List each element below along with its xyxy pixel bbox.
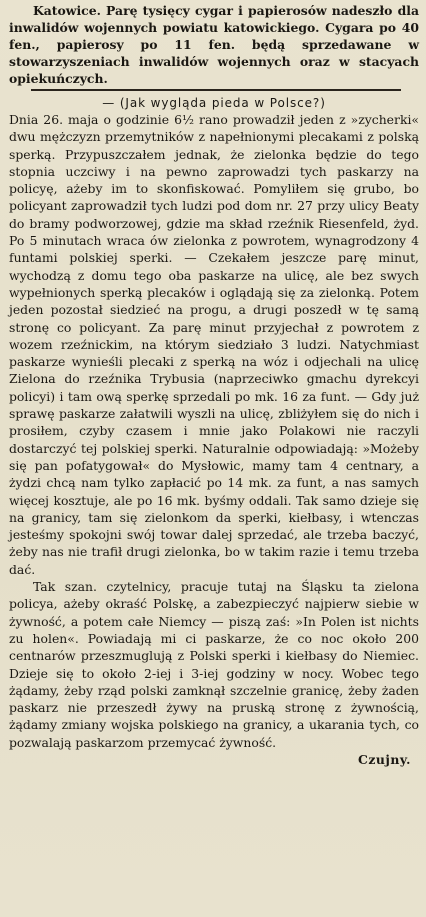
column-divider	[31, 89, 401, 91]
article-paragraph-1: Dnia 26. maja o godzinie 6½ rano prowadził jeden z »zycherki« dwu mężczyzn przemytników z napełnionymi plecakami z polską sperką. Przypuszczałem jednak, że zielonka będzie do tego stopnia uczciwy i na pewno zaprowadzi tych paskarzy na policyę, ażeby im to skonfiskować. Pomyliłem się grubo, bo policyant zaprowadził tych ludzi pod dom nr. 27 przy ulicy Beaty do bramy podworzowej, gdzie ma skład rzeźnik Riesenfeld, żyd. Po 5 minutach wraca ów zielonka z powrotem, wynagrodzony 4 funtami polskiej sperki. — Czekałem jeszcze parę minut, wychodzą z domu tego oba paskarze na ulicę, ale bez swych wypełnionych sperką plecaków i oglądają się za zielonką. Potem jeden pozostał siedzieć na progu, a drugi poszedł w tę samą stronę co policyant. Za parę minut przyjechał z powrotem z wozem rzeźnickim, na którym siedziało 3 ludzi. Natychmiast paskarze wynieśli plecaki z sperką na wóz i odjechali na ulicę Zielona do rzeźnika Trybusia (naprzeciwko gmachu dyrekcyi policyi) i tam ową sperkę sprzedali po mk. 16 za funt. — Gdy już sprawę paskarze załatwili wyszli na ulicę, zbliżyłem się do nich i prosiłem, czyby czasem i mnie jako Polakowi nie raczyli dostarczyć tej polskiej sperki. Naturalnie odpowiadają: »Możeby się pan pofatygował« do Mysłowic, mamy tam 4 centnary, a żydzi chcą nam tylko zapłacić po 14 mk. za funt, a nas samych więcej kosztuje, ale po 16 mk. byśmy oddali. Tak samo dzieje się na granicy, tam się zielonkom da sperki, kiełbasy, i wtenczas jesteśmy spokojni swój towar dalej sprzedać, ale trzeba baczyć, żeby nas nie trafił drugi zielonka, bo w takim razie i temu trzeba dać.	[9, 112, 419, 577]
katowice-notice	[9, 2, 419, 87]
article-signature: Czujny.	[358, 751, 411, 767]
article-heading: — (Jak wygląda pieda w Polsce?)	[102, 96, 326, 110]
signature-line	[9, 751, 419, 768]
notice-place: Katowice.	[33, 3, 101, 18]
article-body	[9, 111, 419, 751]
notice-text: Parę tysięcy cygar i papierosów nadeszło dla inwalidów wojennych powiatu katowickiego. Cygara po 40 fen., papierosy po 11 fen. będą sprzedawane w stowarzyszeniach inwalidów wojennych oraz w stacyach opiekuńczych.	[9, 3, 419, 86]
article-paragraph-2: Tak szan. czytelnicy, pracuje tutaj na Śląsku ta zielona policya, ażeby okraść Polskę, a zabezpieczyć najpierw siebie w żywność, a potem całe Niemcy — piszą zaś: »In Polen ist nichts zu holen«. Powiadają mi ci paskarze, że co noc około 200 centnarów przeszmuglują z Polski sperki i kiełbasy do Niemiec. Dzieje się to około 2-iej i 3-iej godziny w nocy. Wobec tego żądamy, żeby rząd polski zamknął szczelnie granicę, żeby żaden paskarz nie przeszedł żywy na pruską stronę z żywnością, żądamy zmiany wojska polskiego na granicy, a ukarania tych, co pozwalają paskarzom przemycać żywność.	[9, 579, 419, 750]
